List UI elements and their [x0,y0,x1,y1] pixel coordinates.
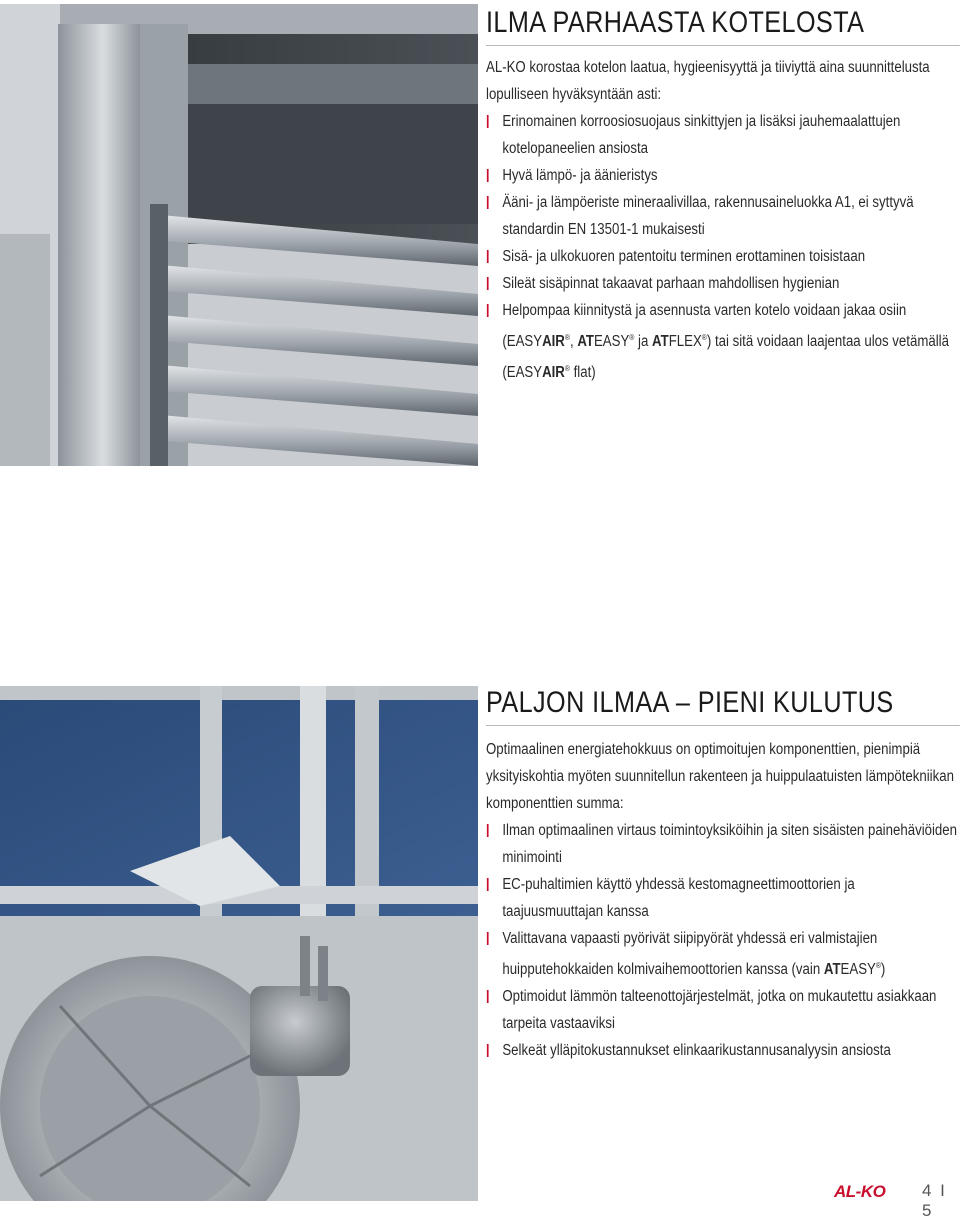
list-item: Valittavana vapaasti pyörivät siipipyörät yhdessä eri valmistajien huipputehokkaiden kolmivaihemoottorien kanssa (vain ATEASY®) [486,925,959,983]
list-item: Ilman optimaalinen virtaus toimintoyksiköihin ja siten sisäisten painehäviöiden minimointi [486,817,959,871]
intro-text: AL-KO korostaa kotelon laatua, hygieenisyyttä ja tiiviyttä aina suunnittelusta lopulliseen hyväksyntään asti: [486,59,930,103]
section-title: ILMA PARHAASTA KOTELOSTA [486,6,960,46]
list-item: Hyvä lämpö- ja äänieristys [486,162,959,189]
list-item: Erinomainen korroosiosuojaus sinkittyjen ja lisäksi jauhemaalattujen kotelopaneelien ansiosta [486,108,959,162]
section-body [486,54,959,386]
list-item: Ääni- ja lämpöeriste mineraalivillaa, rakennusaineluokka A1, ei syttyvä standardin EN 13501-1 mukaisesti [486,189,959,243]
feature-list [486,108,959,386]
list-item: Helpompaa kiinnitystä ja asennusta varten kotelo voidaan jakaa osiin (EASYAIR®, ATEASY® ja ATFLEX®) tai sitä voidaan laajentaa ulos vetämällä (EASYAIR® flat) [486,297,959,386]
housing-photo [0,4,478,466]
intro-text: Optimaalinen energiatehokkuus on optimoitujen komponenttien, pienimpiä yksityiskohtia myöten suunnitellun rakenteen ja huippulaatuisten lämpötekniikan komponenttien summa: [486,741,954,812]
alko-logo: AL-KO [834,1182,886,1201]
section-title: PALJON ILMAA – PIENI KULUTUS [486,686,960,726]
page-number: 4 I 5 [922,1181,947,1220]
list-item: Selkeät ylläpitokustannukset elinkaarikustannusanalyysin ansiosta [486,1037,959,1064]
feature-list [486,817,959,1064]
list-item: Sileät sisäpinnat takaavat parhaan mahdollisen hygienian [486,270,959,297]
fan-photo [0,686,478,1201]
list-item: Sisä- ja ulkokuoren patentoitu terminen erottaminen toisistaan [486,243,959,270]
list-item: EC-puhaltimien käyttö yhdessä kestomagneettimoottorien ja taajuusmuuttajan kanssa [486,871,959,925]
section-efficiency [486,686,960,1064]
section-body [486,736,959,1064]
section-housing [486,6,960,386]
list-item: Optimoidut lämmön talteenottojärjestelmät, jotka on mukautettu asiakkaan tarpeita vastaaviksi [486,983,959,1037]
